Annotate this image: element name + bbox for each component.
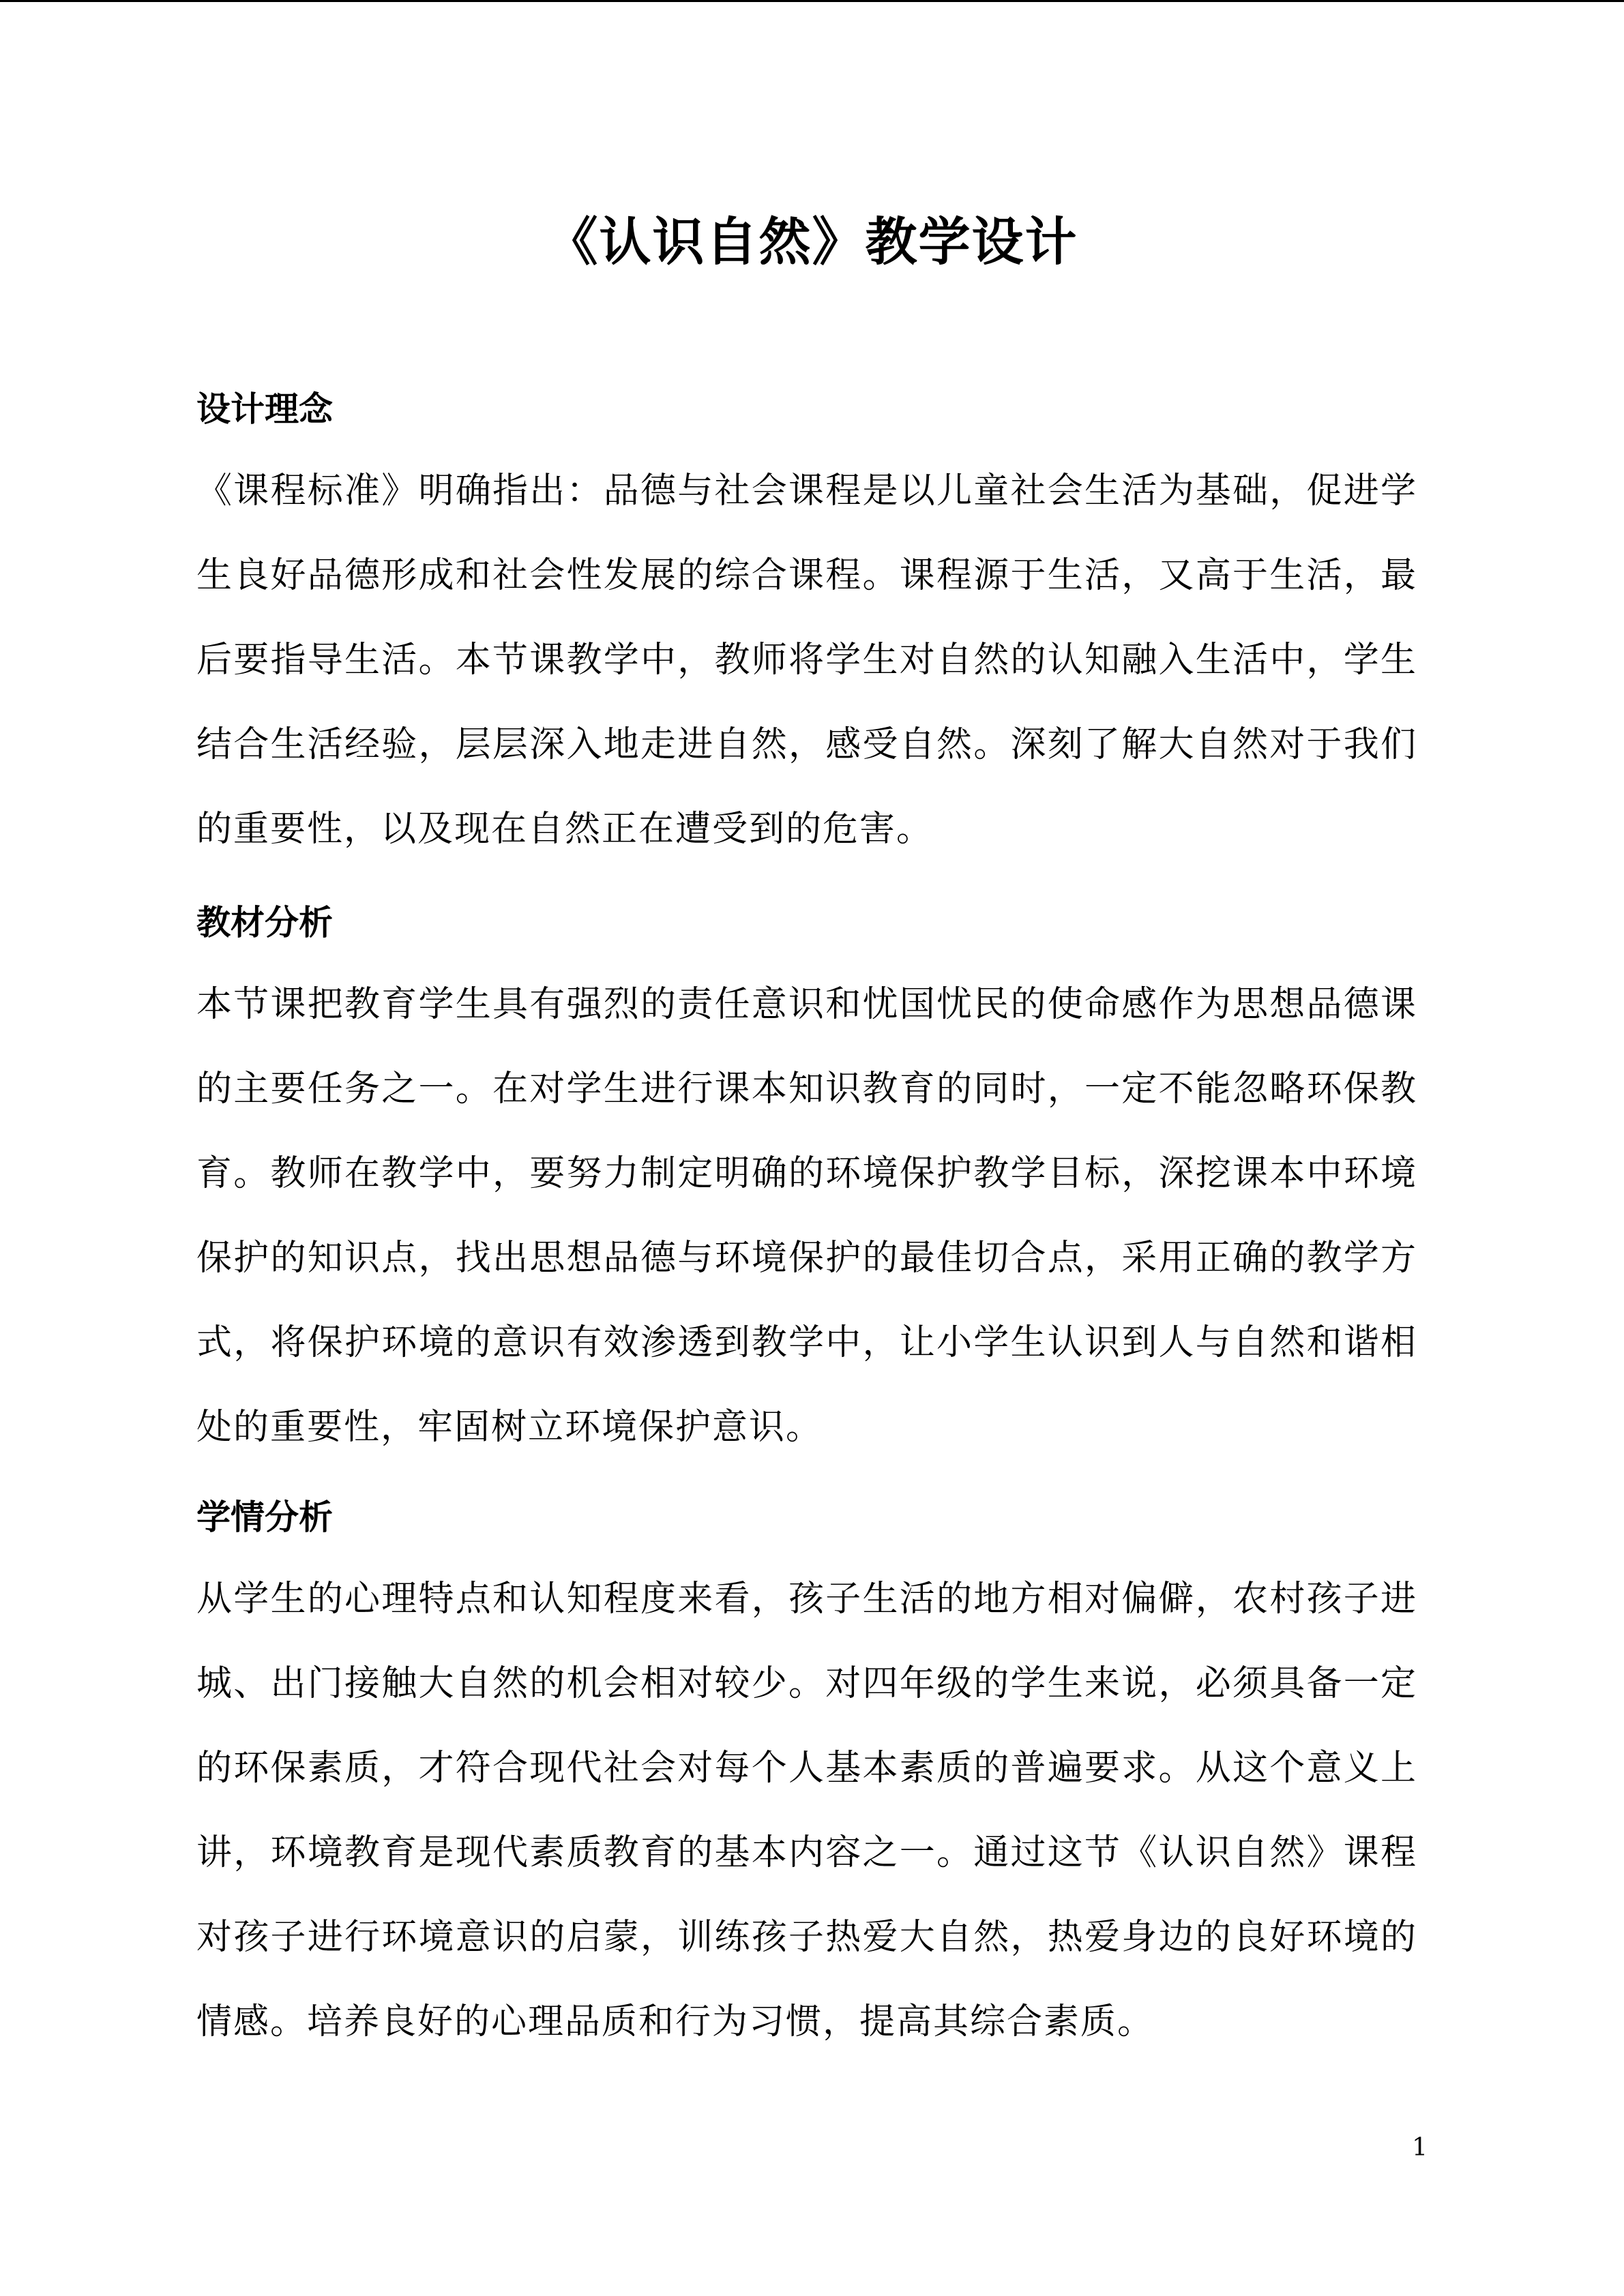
- section-heading: 教材分析: [196, 903, 333, 942]
- document-title: 《认识自然》教学设计: [546, 211, 1078, 272]
- section-heading: 设计理念: [196, 389, 333, 429]
- section-body: 本节课把教育学生具有强烈的责任意识和忧国忧民的使命感作为思想品德课的主要任务之一。在对学生进行课本知识教育的同时，一定不能忽略环保教育。教师在教学中，要努力制定明确的环境保护教学目标，深挖课本中环境保护的知识点，找出思想品德与环境保护的最佳切合点，采用正确的教学方式，将保护环境的意识有效渗透到教学中，让小学生认识到人与自然和谐相处的重要性，牢固树立环境保护意识。: [196, 984, 1417, 1448]
- section-design-concept: [196, 385, 1417, 871]
- section-textbook-analysis: [196, 899, 1417, 1470]
- section-body: 《课程标准》明确指出：品德与社会课程是以儿童社会生活为基础，促进学生良好品德形成和社会性发展的综合课程。课程源于生活，又高于生活，最后要指导生活。本节课教学中，教师将学生对自然的认知融入生活中，学生结合生活经验，层层深入地走进自然，感受自然。深刻了解大自然对于我们的重要性，以及现在自然正在遭受到的危害。: [196, 471, 1417, 850]
- page-number: 1: [1412, 2134, 1428, 2162]
- section-body: 从学生的心理特点和认知程度来看，孩子生活的地方相对偏僻，农村孩子进城、出门接触大自然的机会相对较少。对四年级的学生来说，必须具备一定的环保素质，才符合现代社会对每个人基本素质的普遍要求。从这个意义上讲，环境教育是现代素质教育的基本内容之一。通过这节《认识自然》课程对孩子进行环境意识的启蒙，训练孩子热爱大自然，热爱身边的良好环境的情感。培养良好的心理品质和行为习惯，提高其综合素质。: [196, 1579, 1417, 2042]
- section-learner-analysis: [196, 1493, 1417, 2064]
- section-heading: 学情分析: [196, 1497, 333, 1537]
